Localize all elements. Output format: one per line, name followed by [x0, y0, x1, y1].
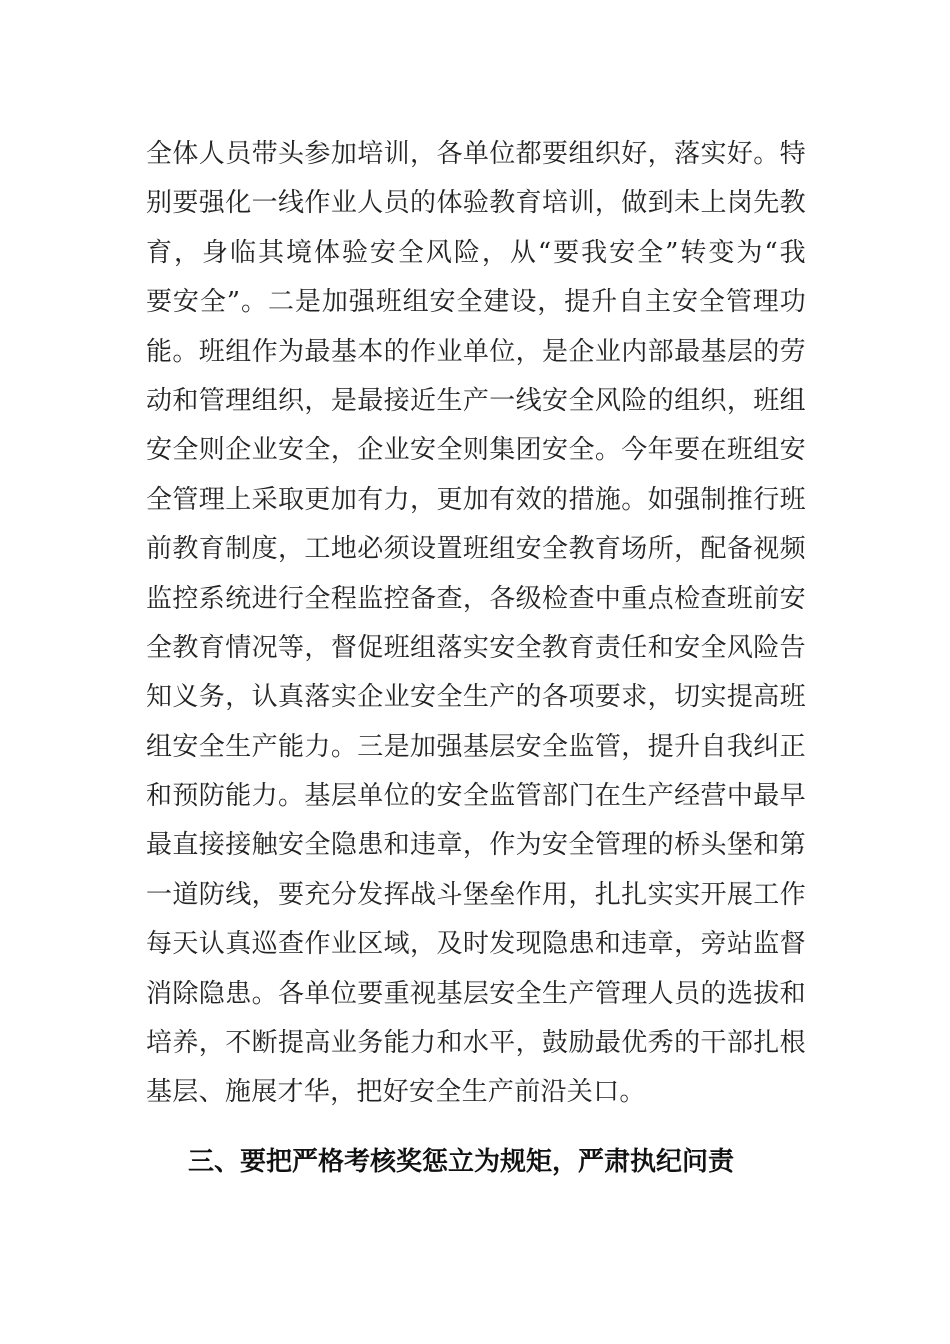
paragraph-line: 和预防能力。基层单位的安全监管部门在生产经营中最早 — [146, 781, 806, 812]
paragraph-line: 知义务，认真落实企业安全生产的各项要求，切实提高班 — [146, 682, 806, 713]
paragraph-line: 动和管理组织，是最接近生产一线安全风险的组织，班组 — [146, 385, 806, 416]
paragraph-line: 育，身临其境体验安全风险，从“要我安全”转变为“我 — [146, 237, 806, 268]
paragraph-line: 前教育制度，工地必须设置班组安全教育场所，配备视频 — [146, 534, 806, 565]
paragraph-line: 监控系统进行全程监控备查，各级检查中重点检查班前安 — [146, 583, 806, 614]
paragraph-line: 组安全生产能力。三是加强基层安全监管，提升自我纠正 — [146, 731, 806, 762]
paragraph-line: 全体人员带头参加培训，各单位都要组织好，落实好。特 — [146, 139, 806, 169]
paragraph-line: 培养，不断提高业务能力和水平，鼓励最优秀的干部扎根 — [146, 1028, 806, 1059]
paragraph-line: 一道防线，要充分发挥战斗堡垒作用，扎扎实实开展工作 — [146, 879, 806, 910]
paragraph-line: 最直接接触安全隐患和违章，作为安全管理的桥头堡和第 — [146, 830, 806, 861]
body-paragraph — [146, 130, 806, 1118]
paragraph-line: 安全则企业安全，企业安全则集团安全。今年要在班组安 — [146, 435, 806, 466]
paragraph-line: 能。班组作为最基本的作业单位，是企业内部最基层的劳 — [146, 336, 806, 367]
paragraph-line: 要安全”。二是加强班组安全建设，提升自主安全管理功 — [146, 287, 806, 318]
paragraph-line: 别要强化一线作业人员的体验教育培训，做到未上岗先教 — [146, 188, 806, 219]
section-heading: 三、要把严格考核奖惩立为规矩，严肃执纪问责 — [188, 1147, 735, 1177]
paragraph-line: 全管理上采取更加有力，更加有效的措施。如强制推行班 — [146, 484, 806, 515]
paragraph-line: 消除隐患。各单位要重视基层安全生产管理人员的选拔和 — [146, 978, 806, 1009]
paragraph-line: 基层、施展才华，把好安全生产前沿关口。 — [146, 1077, 646, 1108]
paragraph-line: 每天认真巡查作业区域，及时发现隐患和违章，旁站监督 — [146, 929, 806, 960]
paragraph-line: 全教育情况等，督促班组落实安全教育责任和安全风险告 — [146, 632, 806, 663]
